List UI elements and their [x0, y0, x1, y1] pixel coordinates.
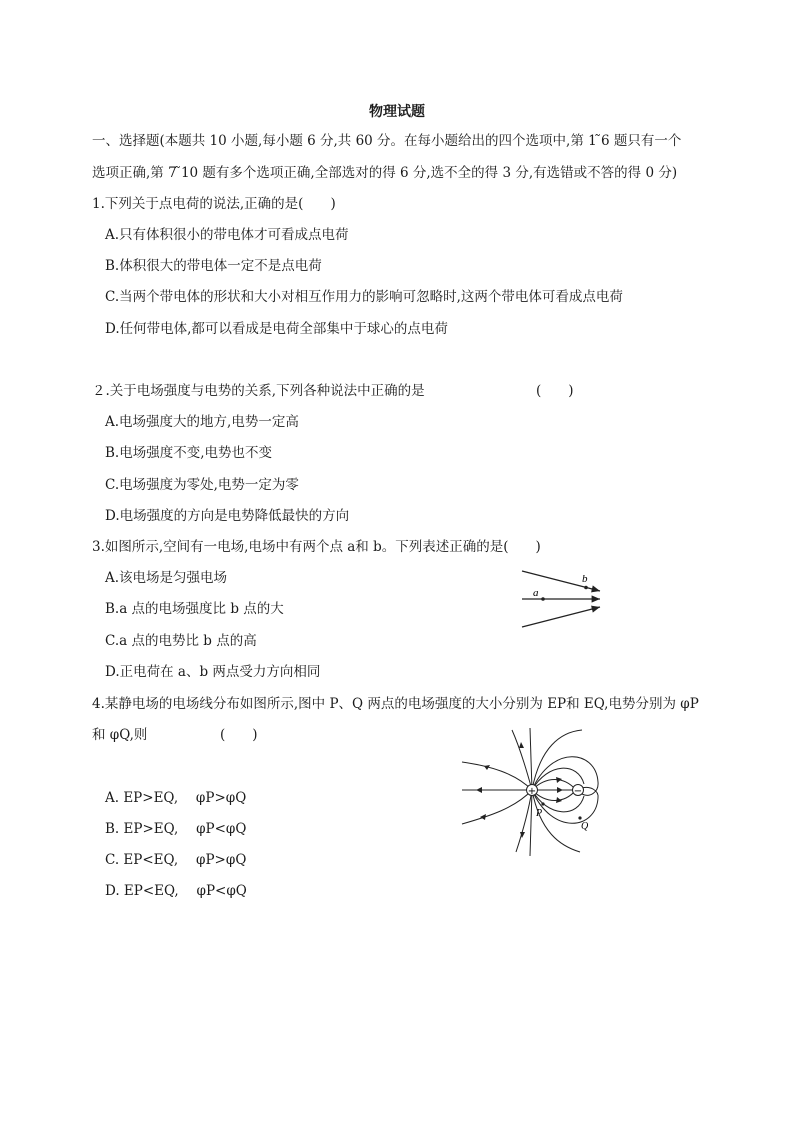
q4-field-line-up-left	[512, 730, 532, 790]
q3-option-b: B.a 点的电场强度比 b 点的大	[105, 601, 284, 617]
q3-option-c: C.a 点的电势比 b 点的高	[105, 633, 257, 649]
q3-field-lines-figure	[518, 565, 608, 631]
q3-point-b	[584, 586, 588, 590]
q4-dipole-field-figure	[460, 728, 610, 856]
q2-option-b: B.电场强度不变,电势也不变	[105, 445, 273, 461]
q2-option-a: A.电场强度大的地方,电势一定高	[105, 414, 299, 430]
q4-label-q: Q	[581, 821, 589, 832]
q4-field-line-down-left	[516, 790, 532, 852]
q1-option-c: C.当两个带电体的形状和大小对相互作用力的影响可忽略时,这两个带电体可看成点电荷	[105, 289, 623, 305]
q4-option-d: D. EP<EQ, φP<φQ	[105, 883, 247, 899]
q4-field-line-outer-upper	[532, 757, 598, 796]
page-title: 物理试题	[369, 104, 425, 120]
q4-point-q	[578, 816, 581, 819]
q4-option-b: B. EP>EQ, φP<φQ	[105, 821, 247, 837]
q4-option-c: C. EP<EQ, φP>φQ	[105, 852, 247, 868]
q4-stem-line-2: 和 φQ,则	[92, 727, 148, 743]
q1-option-b: B.体积很大的带电体一定不是点电荷	[105, 258, 322, 274]
q4-positive-charge-label: +	[527, 786, 537, 797]
q4-negative-charge-label: −	[573, 786, 583, 797]
q4-option-a: A. EP>EQ, φP>φQ	[105, 790, 247, 806]
q4-arrowhead	[519, 742, 524, 748]
q2-answer-paren: ( )	[536, 383, 574, 399]
q3-point-a	[541, 597, 545, 601]
q3-label-a: a	[533, 587, 539, 599]
q1-stem: 1.下列关于点电荷的说法,正确的是( )	[92, 196, 336, 212]
q4-field-line-left-upper	[462, 762, 532, 790]
q1-option-d: D.任何带电体,都可以看成是电荷全部集中于球心的点电荷	[105, 321, 448, 337]
q3-label-b: b	[582, 573, 588, 585]
q2-option-d: D.电场强度的方向是电势降低最快的方向	[105, 508, 350, 524]
q3-option-d: D.正电荷在 a、b 两点受力方向相同	[105, 664, 321, 680]
q4-arrowhead	[480, 814, 486, 820]
q4-arrowhead	[557, 787, 563, 793]
q4-field-line-up	[530, 728, 532, 790]
q4-field-line-left-lower	[462, 790, 532, 824]
q4-answer-paren: ( )	[220, 727, 258, 743]
q3-stem: 3.如图所示,空间有一电场,电场中有两个点 a和 b。下列表述正确的是( )	[92, 539, 541, 555]
section-instructions-line-1: 一、选择题(本题共 10 小题,每小题 6 分,共 60 分。在每小题给出的四个选项中,第 1 ̃6 题只有一个	[92, 133, 682, 149]
q4-stem-line-1: 4.某静电场的电场线分布如图所示,图中 P、Q 两点的电场强度的大小分别为 EP和 EQ,电势分别为 φP	[92, 696, 699, 712]
q4-arrowhead	[476, 787, 482, 793]
q4-label-p: P	[536, 808, 543, 819]
q2-option-c: C.电场强度为零处,电势一定为零	[105, 477, 299, 493]
q4-point-p	[541, 802, 544, 805]
q2-stem: ２.关于电场强度与电势的关系,下列各种说法中正确的是	[92, 383, 425, 399]
section-instructions-line-2: 选项正确,第 7 ̃10 题有多个选项正确,全部选对的得 6 分,选不全的得 3 分,有选错或不答的得 0 分)	[92, 165, 678, 181]
q3-option-a: A.该电场是匀强电场	[105, 570, 228, 586]
q1-option-a: A.只有体积很小的带电体才可看成点电荷	[105, 227, 349, 243]
q3-field-line-bottom	[522, 607, 600, 627]
